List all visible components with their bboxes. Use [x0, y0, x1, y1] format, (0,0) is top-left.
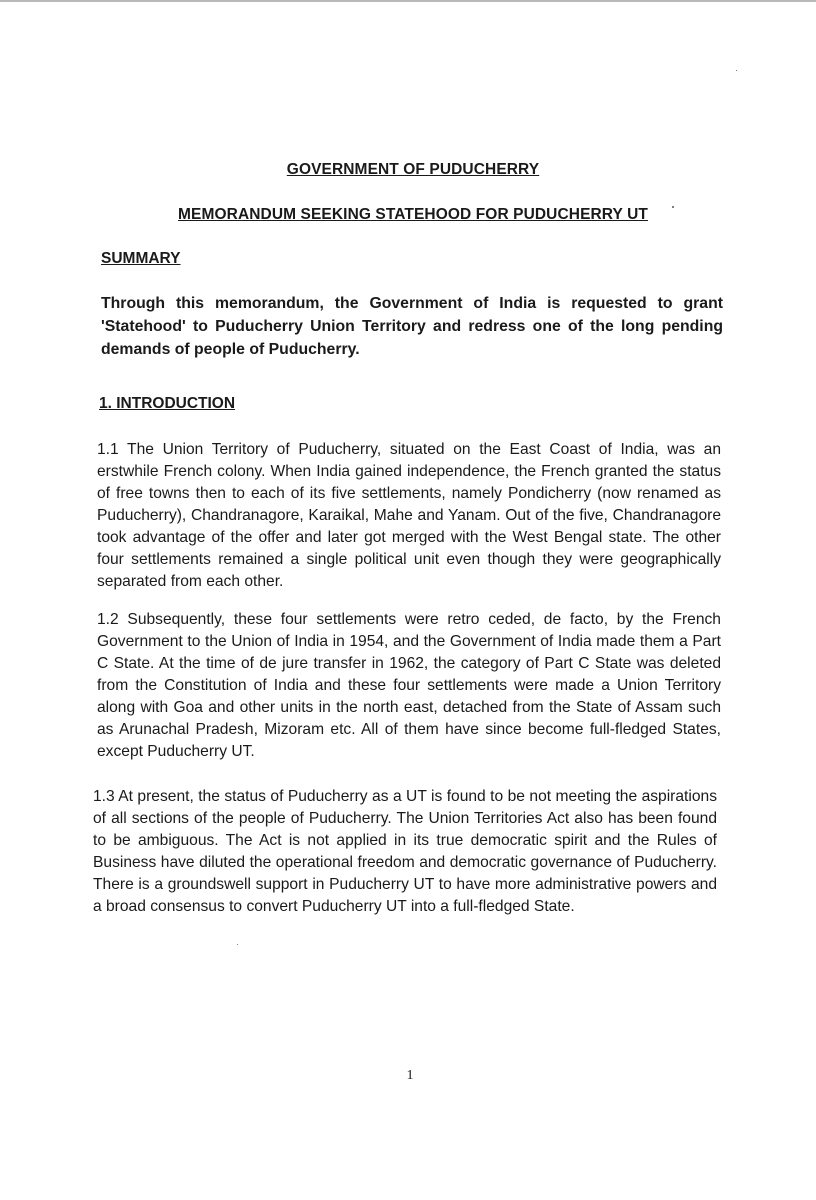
scan-speck [736, 70, 737, 71]
paragraph-1-2: 1.2 Subsequently, these four settlements were retro ceded, de facto, by the French Government to the Union of India in 1954, and the Government of India made them a Part C State. At the time of de jure transfer in 1962, the category of Part C State was deleted from the Constitution of India and these four settlements were made a Union Territory along with Goa and other units in the north east, detached from the State of Assam such as Arunachal Pradesh, Mizoram etc. All of them have since become full-fledged States, except Puducherry UT. [97, 611, 721, 760]
introduction-heading: 1. INTRODUCTION [99, 395, 236, 412]
scan-speck [672, 206, 674, 208]
government-title: GOVERNMENT OF PUDUCHERRY [286, 161, 540, 178]
paragraph-1-1: 1.1 The Union Territory of Puducherry, situated on the East Coast of India, was an erstwhile French colony. When India gained independence, the French granted the status of free towns then to each of its five settlements, namely Pondicherry (now renamed as Puducherry), Chandranagore, Karaikal, Mahe and Yanam. Out of the five, Chandranagore took advantage of the offer and later got merged with the West Bengal state. The other four settlements remained a single political unit even though they were geographically separated from each other. [97, 441, 721, 590]
memorandum-title: MEMORANDUM SEEKING STATEHOOD FOR PUDUCHERRY UT [178, 206, 648, 223]
summary-heading: SUMMARY [101, 250, 181, 267]
summary-text: Through this memorandum, the Government of India is requested to grant 'Statehood' to Puducherry Union Territory and redress one of the long pending demands of people of Puducherry. [101, 295, 723, 358]
scan-top-edge [0, 0, 816, 2]
page-number: 1 [406, 1068, 414, 1083]
scan-speck [237, 944, 238, 945]
paragraph-1-3: 1.3 At present, the status of Puducherry as a UT is found to be not meeting the aspirations of all sections of the people of Puducherry. The Union Territories Act also has been found to be ambiguous. The Act is not applied in its true democratic spirit and the Rules of Business have diluted the operational freedom and democratic governance of Puducherry. There is a groundswell support in Puducherry UT to have more administrative powers and a broad consensus to convert Puducherry UT into a full-fledged State. [93, 788, 717, 915]
